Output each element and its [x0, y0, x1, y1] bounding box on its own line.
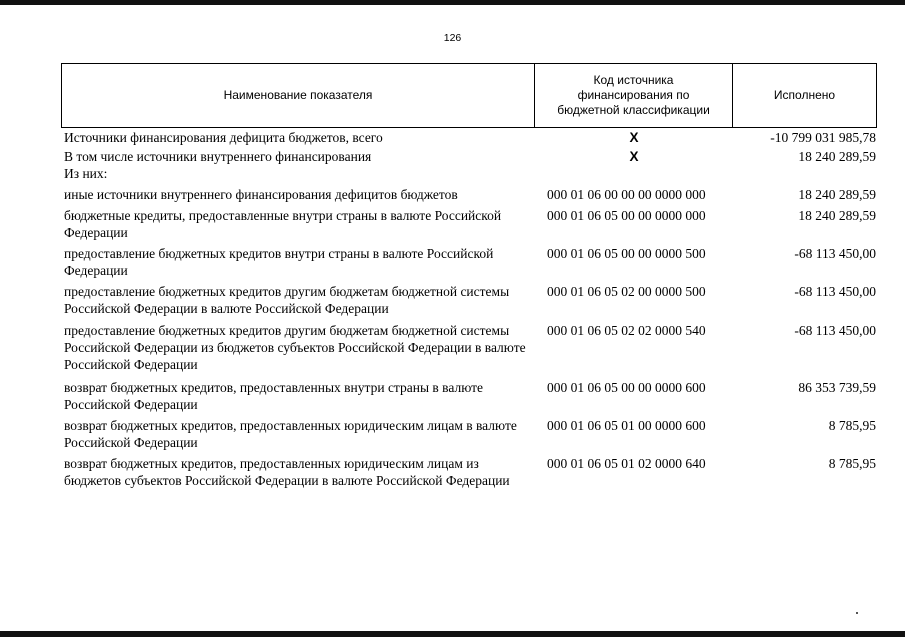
header-code: Код источника финансирования по бюджетной классификации: [534, 64, 732, 127]
table-row: [61, 283, 877, 317]
table-row: [61, 165, 877, 182]
table-row: [61, 322, 877, 373]
row-value: 86 353 739,59: [798, 380, 876, 395]
row-value: 8 785,95: [828, 456, 876, 471]
row-value: 18 240 289,59: [798, 187, 876, 202]
row-value: 18 240 289,59: [798, 208, 876, 223]
table-row: [61, 148, 877, 165]
table-row: [61, 245, 877, 279]
row-value: -10 799 031 985,78: [770, 130, 876, 145]
row-name: Из них:: [64, 166, 108, 181]
row-code: 000 01 06 05 00 00 0000 000: [547, 208, 706, 223]
row-name: иные источники внутреннего финансирования дефицитов бюджетов: [64, 187, 458, 202]
row-code: [535, 165, 733, 182]
row-code: 000 01 06 05 01 00 0000 600: [547, 418, 706, 433]
table-row: [61, 379, 877, 413]
row-code: 000 01 06 05 02 00 0000 500: [547, 284, 706, 299]
row-code: 000 01 06 05 01 02 0000 640: [547, 456, 706, 471]
row-value: -68 113 450,00: [794, 246, 876, 261]
row-name: В том числе источники внутреннего финансирования: [64, 149, 372, 164]
bottom-border-rule: [0, 631, 905, 637]
top-border-rule: [0, 0, 905, 5]
table-row: [61, 455, 877, 489]
row-name: возврат бюджетных кредитов, предоставленных юридическим лицам в валюте Российской Федерации: [64, 418, 517, 450]
header-name: Наименование показателя: [223, 88, 373, 102]
row-value: 18 240 289,59: [798, 149, 876, 164]
row-code: 000 01 06 00 00 00 0000 000: [547, 187, 706, 202]
table-row: [61, 186, 877, 203]
table-header: [61, 63, 877, 128]
row-name: возврат бюджетных кредитов, предоставленных внутри страны в валюте Российской Федерации: [64, 380, 484, 412]
scan-speck: [856, 612, 858, 614]
row-name: предоставление бюджетных кредитов другим бюджетам бюджетной системы Российской Федерации из бюджетов субъектов Российской Федерации в валюте Российской Федерации: [64, 323, 526, 372]
row-code: 000 01 06 05 00 00 0000 600: [547, 380, 706, 395]
row-value: [733, 165, 877, 182]
row-name: предоставление бюджетных кредитов внутри страны в валюте Российской Федерации: [64, 246, 494, 278]
header-executed: Исполнено: [732, 64, 876, 127]
row-name: Источники финансирования дефицита бюджетов, всего: [64, 130, 383, 145]
table-body: [61, 129, 877, 489]
table-row: [61, 207, 877, 241]
row-value: -68 113 450,00: [794, 323, 876, 338]
row-code: 000 01 06 05 00 00 0000 500: [547, 246, 706, 261]
row-code: X: [629, 149, 639, 164]
row-name: бюджетные кредиты, предоставленные внутри страны в валюте Российской Федерации: [64, 208, 502, 240]
row-value: 8 785,95: [828, 418, 876, 433]
row-name: предоставление бюджетных кредитов другим бюджетам бюджетной системы Российской Федерации в валюте Российской Федерации: [64, 284, 510, 316]
row-value: -68 113 450,00: [794, 284, 876, 299]
row-code: X: [629, 130, 639, 145]
page-number: 126: [443, 32, 462, 44]
table-row: [61, 417, 877, 451]
row-name: возврат бюджетных кредитов, предоставленных юридическим лицам из бюджетов субъектов Российской Федерации в валюте Российской Федерации: [64, 456, 510, 488]
row-code: 000 01 06 05 02 02 0000 540: [547, 323, 706, 338]
table-row: [61, 129, 877, 146]
